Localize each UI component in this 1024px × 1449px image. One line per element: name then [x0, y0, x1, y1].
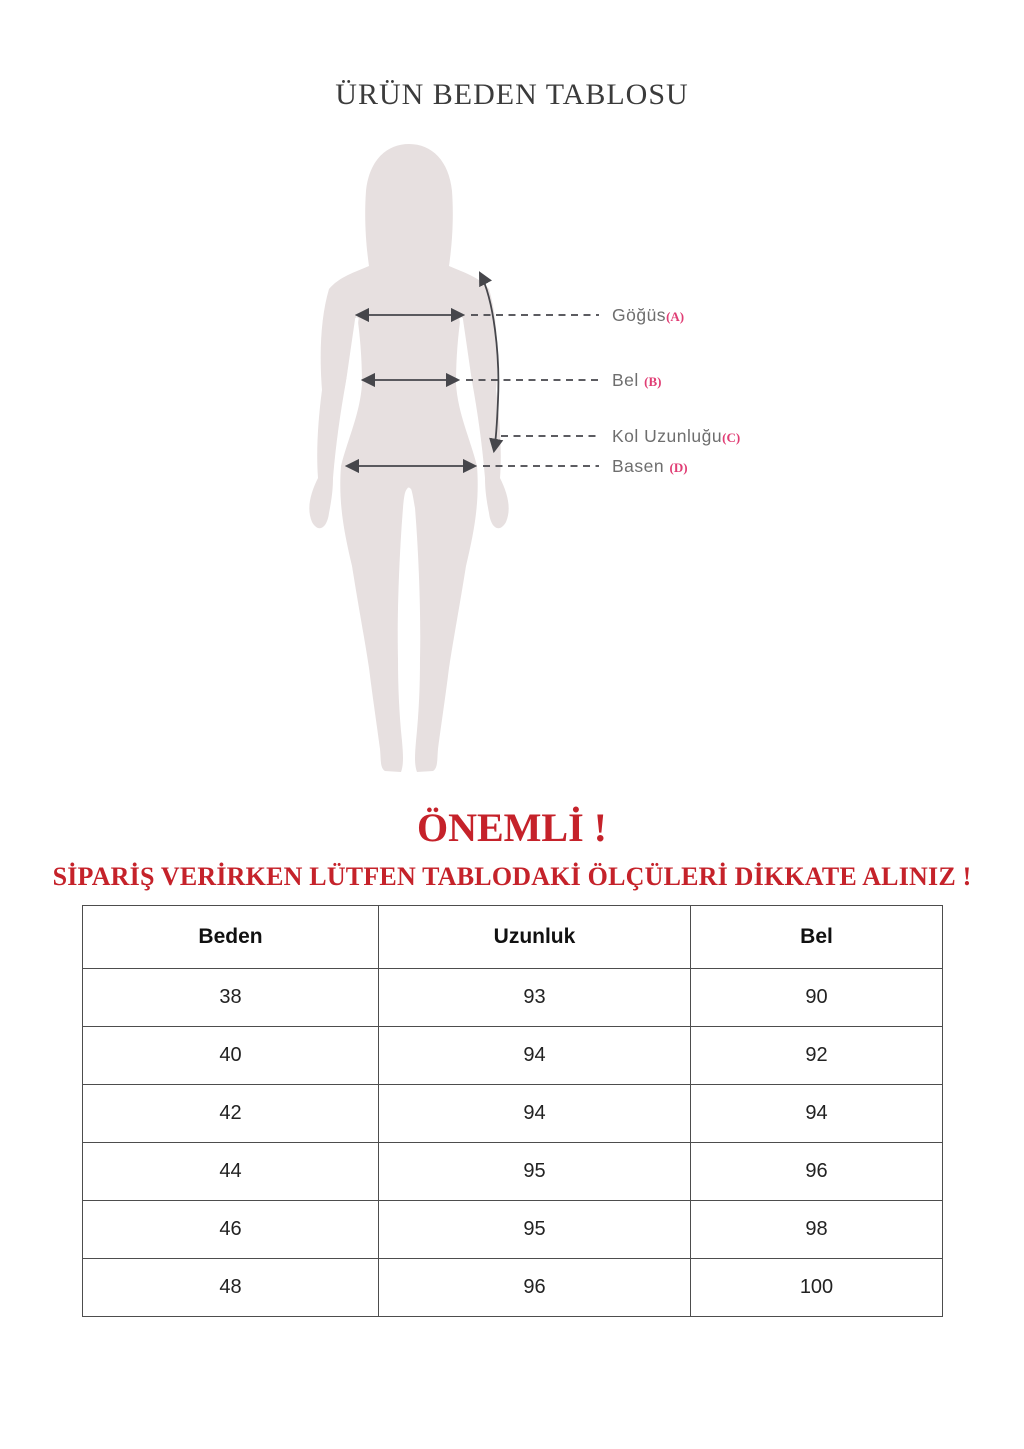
- measurement-label-code: (C): [722, 430, 741, 445]
- table-cell: 95: [379, 1201, 691, 1259]
- table-cell: 95: [379, 1143, 691, 1201]
- table-row: [83, 1259, 943, 1317]
- table-row: [83, 1085, 943, 1143]
- table-cell: 46: [83, 1201, 379, 1259]
- table-cell: 40: [83, 1027, 379, 1085]
- page-title: ÜRÜN BEDEN TABLOSU: [335, 78, 689, 111]
- measurement-label-code: (B): [644, 374, 662, 389]
- table-cell: 96: [691, 1143, 943, 1201]
- size-table-body: [83, 969, 943, 1317]
- table-cell: 100: [691, 1259, 943, 1317]
- measurement-label-text: Bel: [612, 370, 645, 390]
- measurement-label-code: (D): [669, 460, 688, 475]
- measurement-label-hip: [612, 455, 688, 479]
- order-warning-text: SİPARİŞ VERİRKEN LÜTFEN TABLODAKİ ÖLÇÜLERİ DİKKATE ALINIZ !: [52, 862, 972, 891]
- column-header: Beden: [83, 906, 379, 969]
- measurement-label-waist: [612, 369, 662, 393]
- table-row: [83, 969, 943, 1027]
- table-cell: 96: [379, 1259, 691, 1317]
- size-table-header-row: [83, 906, 943, 969]
- column-header: Uzunluk: [379, 906, 691, 969]
- table-cell: 94: [379, 1027, 691, 1085]
- table-cell: 48: [83, 1259, 379, 1317]
- table-cell: 92: [691, 1027, 943, 1085]
- table-row: [83, 1201, 943, 1259]
- table-cell: 93: [379, 969, 691, 1027]
- table-cell: 90: [691, 969, 943, 1027]
- important-heading: ÖNEMLİ !: [417, 805, 607, 850]
- table-cell: 98: [691, 1201, 943, 1259]
- measurement-label-code: (A): [666, 309, 685, 324]
- table-cell: 38: [83, 969, 379, 1027]
- table-cell: 44: [83, 1143, 379, 1201]
- table-cell: 94: [691, 1085, 943, 1143]
- table-row: [83, 1027, 943, 1085]
- table-cell: 42: [83, 1085, 379, 1143]
- measurement-label-text: Kol Uzunluğu: [612, 426, 723, 446]
- table-row: [83, 1143, 943, 1201]
- column-header: Bel: [691, 906, 943, 969]
- table-cell: 94: [379, 1085, 691, 1143]
- measurement-label-text: Basen: [612, 456, 670, 476]
- measurement-label-arm-length: [612, 425, 740, 449]
- measurement-label-chest: [612, 304, 684, 328]
- measurement-label-text: Göğüs: [612, 305, 667, 325]
- size-table: [82, 905, 943, 1317]
